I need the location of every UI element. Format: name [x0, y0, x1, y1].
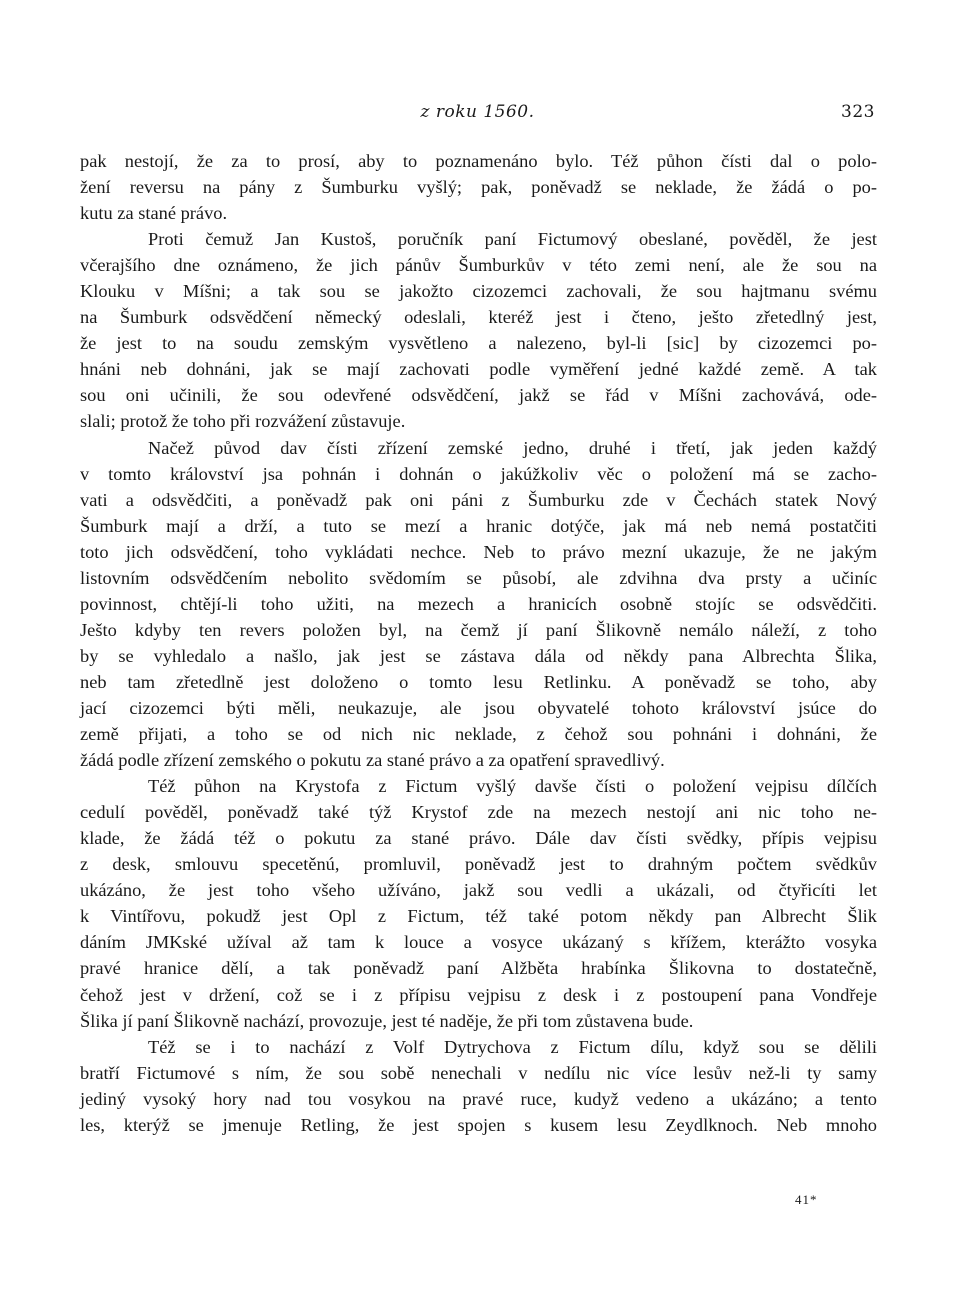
text-line: na Šumburk odsvědčení německý odeslali, kteréž jest i čteno, ješto zřetedlný jest, [80, 307, 877, 328]
text-line: včerajšího dne oznámeno, že jich pánův Šumburkův v této zemi není, ale že sou na [80, 255, 877, 276]
text-line: Šlika jí paní Šlikovně nachází, provozuje, jest té naděje, že při tom zůstavena bude. [80, 1010, 694, 1031]
text-line: les, kterýž se jmenuje Retling, že jest spojen s kusem lesu Zeydlknoch. Neb mnoho [80, 1114, 877, 1135]
text-line: Ješto kdyby ten revers položen byl, na čemž jí paní Šlikovně nemálo náleží, z toho [80, 619, 877, 640]
text-line: ukázáno, že jest toho všeho užíváno, jakž sou vedli a ukázali, od čtyřicíti let [80, 880, 877, 901]
text-line: sou oni učinili, že sou odevřené odsvědčení, jakž se řád v Míšni zachovává, ode- [80, 385, 877, 406]
text-line: by se vyhledalo a našlo, jak jest se zástava dála od někdy pana Albrechta Šlika, [80, 645, 877, 666]
text-line: toto jich odsvědčení, toho vykládati nechce. Neb to právo mezní ukazuje, že ne jakým [80, 541, 877, 562]
running-head-title: z roku 1560. [420, 102, 535, 122]
page-number: 323 [841, 102, 875, 122]
text-line: jací cizozemci býti měli, neukazuje, ale jsou obyvatelé tohoto království jsúce do [80, 697, 877, 718]
paragraph-first-line: Též půhon na Krystofa z Fictum vyšlý davše čísti o položení vejpisu dílčích [148, 776, 877, 797]
body-text [80, 148, 877, 1138]
paragraph-first-line: Načež původ dav čísti zřízení zemské jedno, druhé i třetí, jak jeden každý [148, 437, 877, 458]
text-line: vati a odsvědčiti, a poněvadž pak oni páni z Šumburku zde v Čechách statek Nový [80, 489, 877, 510]
text-line: neb tam zřetedlně jest doloženo o tomto lesu Retlinku. A poněvadž se toho, aby [80, 671, 877, 692]
text-line: bratří Fictumové s ním, že sou sobě nenechali v nedílu nic více lesův než-li ty samy [80, 1062, 877, 1083]
text-line: čehož jest v držení, což se i z přípisu vejpisu z desk i z postoupení pana Vondřeje [80, 984, 877, 1005]
text-line: v tomto království jsa pohnán i dohnán o jakúžkoliv věc o položení má se zacho- [80, 463, 877, 484]
paragraph-first-line: Proti čemuž Jan Kustoš, poručník paní Fictumový obeslané, pověděl, že jest [148, 229, 877, 250]
text-line: země přijati, a toho se od nich nic neklade, z čehož sou pohnáni i dohnáni, že [80, 724, 877, 745]
paragraph-first-line: Též se i to nachází z Volf Dytrychova z Fictum dílu, když sou se dělili [148, 1036, 877, 1057]
text-line: dáním JMKské užíval až tam k louce a vosyce ukázaný s křížem, kterážto vosyka [80, 932, 877, 953]
running-head [80, 92, 875, 122]
text-line: slali; protož že toho při rozvážení zůstavuje. [80, 411, 406, 432]
text-line: jediný vysoký hory nad tou vosykou na pravé ruce, kudyž vedeno a ukázáno; a tento [80, 1088, 877, 1109]
text-line: listovním odsvědčením nebolito svědomím se působí, ale zdvihna dva prsty a učiníc [80, 567, 877, 588]
text-line: žení reversu na pány z Šumburku vyšlý; pak, poněvadž se neklade, že žádá o po- [80, 177, 877, 198]
text-line: cedulí pověděl, poněvadž také týž Krystof zde na mezech nestojí ani nic toho ne- [80, 802, 877, 823]
text-line: povinnost, chtějí-li toho užiti, na mezech a hranicích osobně stojíc se odsvědčiti. [80, 593, 877, 614]
text-line: z desk, smlouvu specetěnú, promluvil, poněvadž jest to drahným počtem svědkův [80, 854, 877, 875]
text-line: že jest to na soudu zemským vysvětleno a nalezeno, byl-li [sic] by cizozemci po- [80, 333, 877, 354]
text-line: Šumburk mají a drží, a tuto se mezí a hranic dotýče, jak má neb nemá postatčiti [80, 515, 877, 536]
text-line: k Vintířovu, pokudž jest Opl z Fictum, též také potom někdy pan Albrecht Šlik [80, 906, 877, 927]
text-line: Klouku v Míšni; a tak sou se jakožto cizozemci zachovali, že sou hajtmanu svému [80, 281, 877, 302]
text-line: žádá podle zřízení zemského o pokutu za stané právo a za opatření spravedlivý. [80, 750, 665, 771]
text-line: klade, že žádá též o pokutu za stané právo. Dále dav čísti svědky, přípis vejpisu [80, 828, 877, 849]
text-line: hnáni neb dohnáni, jak se mají zachovati podle vyměření jedné každé země. A tak [80, 359, 877, 380]
signature-mark: 41* [795, 1192, 818, 1207]
text-line: pak nestojí, že za to prosí, aby to poznamenáno bylo. Též půhon čísti dal o polo- [80, 151, 877, 171]
text-line: kutu za stané právo. [80, 203, 228, 224]
text-line: pravé hranice dělí, a tak poněvadž paní Alžběta hrabínka Šlikovna to dostatečně, [80, 958, 877, 979]
